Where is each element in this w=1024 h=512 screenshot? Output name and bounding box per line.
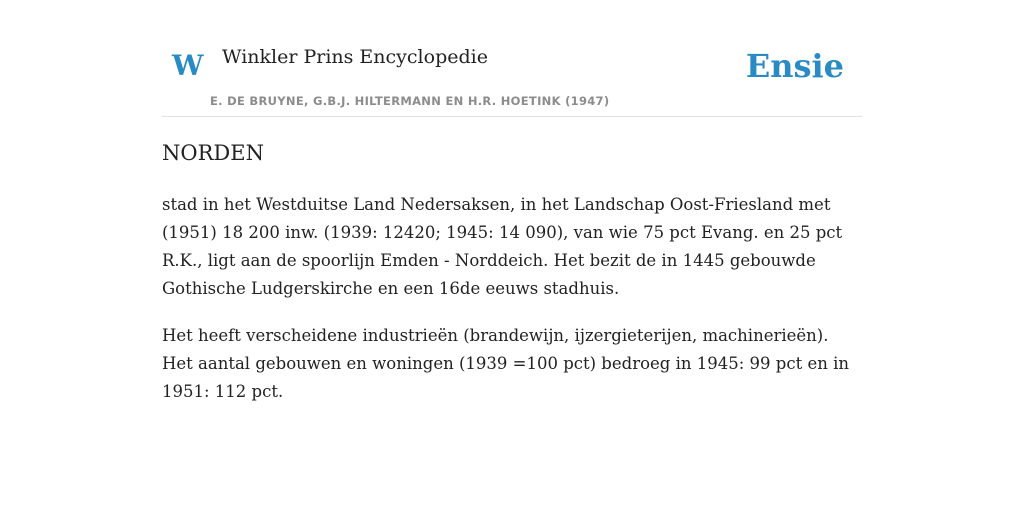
article-headword: NORDEN	[162, 141, 264, 165]
ensie-logo-link[interactable]: Ensie	[745, 47, 844, 85]
article-paragraph: stad in het Westduitse Land Nedersaksen, in het Landschap Oost-Friesland met (1951) 18 200 inw. (1939: 12420; 1945: 14 090), van wie 75 pct Evang. en 25 pct R.K., ligt aan de spoorlijn Emden - Norddeich. Het bezit de in 1445 gebouwde Gothische Ludgerskirche en een 16de eeuws stadhuis.	[162, 195, 843, 299]
article	[162, 140, 862, 425]
book-title: Winkler Prins Encyclopedie	[222, 46, 488, 68]
article-paragraph: Het heeft verscheidene industrieën (brandewijn, ijzergieterijen, machinerieën). Het aantal gebouwen en woningen (1939 =100 pct) bedroeg in 1945: 99 pct en in 1951: 112 pct.	[162, 326, 849, 402]
encyclopedia-logo-icon: W	[172, 49, 204, 82]
authors-line: E. DE BRUYNE, G.B.J. HILTERMANN EN H.R. HOETINK (1947)	[210, 94, 610, 108]
source-header	[162, 30, 862, 117]
